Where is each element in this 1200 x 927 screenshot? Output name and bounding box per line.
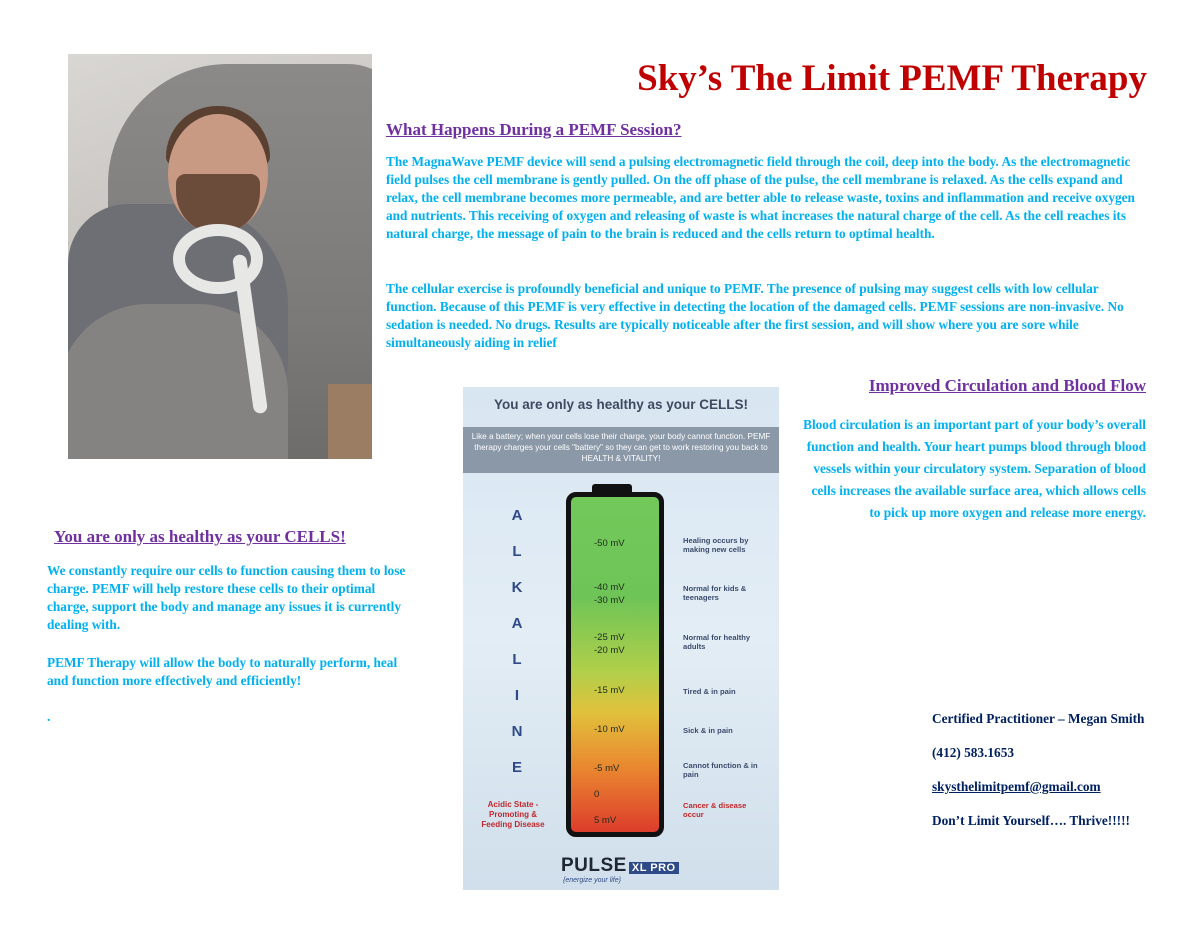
email-link[interactable]: skysthelimitpemf@gmail.com xyxy=(932,779,1101,794)
alkaline-letter: I xyxy=(514,687,520,704)
health-description: Cancer & disease occur xyxy=(683,801,747,819)
pulse-logo-tagline: {energize your life} xyxy=(563,877,621,884)
alkaline-letter: E xyxy=(511,759,522,776)
voltage-label: -15 mV xyxy=(594,685,625,696)
tagline: Don’t Limit Yourself…. Thrive!!!!! xyxy=(932,813,1130,828)
voltage-label: 0 xyxy=(594,789,600,800)
alkaline-letter: A xyxy=(511,615,523,632)
session-heading: What Happens During a PEMF Session? xyxy=(386,120,682,139)
cell-battery-infographic xyxy=(463,387,779,890)
cells-heading: You are only as healthy as your CELLS! xyxy=(54,527,346,546)
alkaline-letter: L xyxy=(512,651,522,668)
pulse-logo-text: PULSE xyxy=(561,855,627,876)
circulation-heading: Improved Circulation and Blood Flow xyxy=(868,376,1146,395)
health-description: Sick & in pain xyxy=(683,726,733,735)
health-description: Cannot function & in pain xyxy=(683,761,758,779)
alkaline-letter: N xyxy=(511,723,523,740)
patient-photo xyxy=(68,54,372,459)
session-paragraph-2: The cellular exercise is profoundly beneficial and unique to PEMF. The presence of pulsing may suggest cells with low cellular function. Because of this PEMF is very effective in detecting the location of the damaged cells. PEMF sessions are non-invasive. No sedation is needed. No drugs. Results are typically noticeable after the first session, and will show where you are sore while simultaneously aiding in relief xyxy=(386,281,1124,350)
voltage-label: -25 mV xyxy=(594,632,625,643)
alkaline-letter: L xyxy=(512,543,522,560)
acidic-state-label: Acidic State - Promoting & Feeding Disease xyxy=(481,800,545,829)
session-paragraph-1: The MagnaWave PEMF device will send a pulsing electromagnetic field through the coil, deep into the body. As the electromagnetic field pulses the cell membrane is gently pulled. On the off phase of the pulse, the cell membrane is relaxed. As the cells expand and relax, the cell membrane becomes more permeable, and are better able to release waste, toxins and inflammation and receive oxygen and nutrients. This receiving of oxygen and releasing of waste is what increases the natural charge of the cell. As the cell reaches its natural charge, the message of pain to the brain is reduced and the cells return to optimal health. xyxy=(386,154,1135,241)
health-description: Tired & in pain xyxy=(683,687,736,696)
pulse-logo xyxy=(561,855,679,877)
voltage-label: -5 mV xyxy=(594,763,620,774)
infographic-title: You are only as healthy as your CELLS! xyxy=(493,397,749,412)
infographic-banner-text: Like a battery; when your cells lose their charge, your body cannot function. PEMF therapy charges your cells "battery" so they can get to work restoring you back to HEALTH & VITALITY! xyxy=(471,432,771,463)
page-title: Sky’s The Limit PEMF Therapy xyxy=(637,58,1147,99)
voltage-label: -20 mV xyxy=(594,645,625,656)
pulse-logo-badge: XL PRO xyxy=(629,862,679,874)
cells-dot: . xyxy=(47,709,51,724)
contact-block xyxy=(932,709,1162,845)
health-description: Normal for kids & teenagers xyxy=(683,584,747,602)
health-description: Normal for healthy adults xyxy=(683,633,751,651)
voltage-label: -50 mV xyxy=(594,538,625,549)
circulation-text: Blood circulation is an important part of your body’s overall function and health. Your heart pumps blood through blood vessels within your circulatory system. Separation of blood cells increases the available surface area, which allows cells to pick up more oxygen and release more energy. xyxy=(803,417,1146,520)
infographic-banner xyxy=(463,427,779,473)
voltage-label: -30 mV xyxy=(594,595,625,606)
voltage-label: -10 mV xyxy=(594,724,625,735)
health-description: Healing occurs by making new cells xyxy=(683,536,749,554)
cells-paragraph-2: PEMF Therapy will allow the body to naturally perform, heal and function more effectively and efficiently! xyxy=(47,655,398,688)
alkaline-letter: K xyxy=(511,579,523,596)
voltage-label: -40 mV xyxy=(594,582,625,593)
practitioner-name: Certified Practitioner – Megan Smith xyxy=(932,711,1145,726)
voltage-label: 5 mV xyxy=(594,815,617,826)
phone-number: (412) 583.1653 xyxy=(932,745,1014,760)
alkaline-letter: A xyxy=(511,507,523,524)
cells-paragraph-1: We constantly require our cells to function causing them to lose charge. PEMF will help restore these cells to their optimal charge, support the body and manage any issues it is currently dealing with. xyxy=(47,563,406,632)
